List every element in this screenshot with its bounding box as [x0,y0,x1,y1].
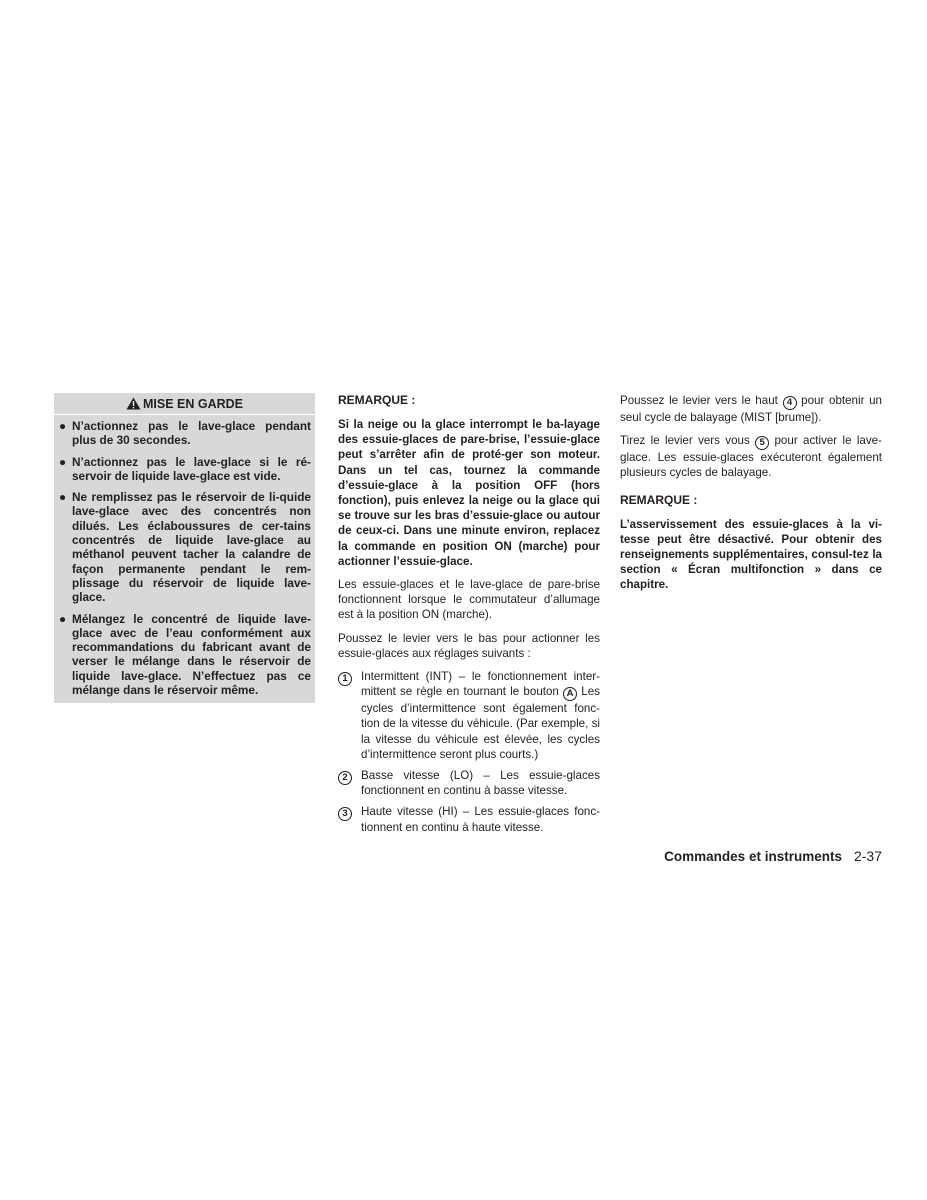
paragraph: Poussez le levier vers le haut 4 pour obtenir un seul cycle de balayage (MIST [brume]). [620,394,882,424]
page-number: 2-37 [853,848,882,864]
number-2-icon: 2 [338,771,352,785]
number-3-icon: 3 [338,807,352,821]
warning-item [58,419,311,448]
list-item [338,768,600,798]
number-1-icon: 1 [338,672,352,686]
bullet-icon: ● [59,454,67,469]
paragraph: Poussez le levier vers le bas pour actionner les essuie-glaces aux réglages suivants : [338,631,600,660]
section-title: Commandes et instruments [664,849,842,864]
warning-title: MISE EN GARDE [142,397,243,411]
right-column [620,393,882,601]
remark-text: L’asservissement des essuie-glaces à la vi-tesse peut être désactivé. Pour obtenir des renseignements supplémentaires, consul-tez la section « Écran multifonction » dans ce chapitre. [620,517,882,592]
remark-text: Si la neige ou la glace interrompt le ba-layage des essuie-glaces de pare-brise, l’essuie-glace peut s’arrêter afin de proté-ger son moteur. Dans un tel cas, tournez la commande d’essuie-glace à la position OFF (hors fonction), puis enlevez la neige ou la glace qui se trouve sur les bras d’essuie-glace ou autour de ceux-ci. Dans une minute environ, replacez la commande en position ON (marche) pour actionner l’essuie-glace. [338,418,600,568]
item-text: Basse vitesse (LO) – Les essuie-glaces fonctionnent en continu à basse vitesse. [361,769,600,798]
warning-item-text: Ne remplissez pas le réservoir de li-quide lave-glace avec des concentrés non dilués. Les éclaboussures de cer-tains concentrés de liquide lave-glace au méthanol peuvent tacher la calandre de façon permanente pendant le rem-plissage du réservoir de liquide lave-glace. [72,490,311,605]
item-text: Intermittent (INT) – le fonctionnement inter-mittent se règle en tournant le bouton [361,670,600,699]
paragraph: Les essuie-glaces et le lave-glace de pare-brise fonctionnent lorsque le commutateur d’allumage est à la position ON (marche). [338,578,600,622]
remark-heading: REMARQUE : [338,393,416,407]
number-4-icon: 4 [783,396,797,410]
bullet-icon: ● [59,611,67,626]
bullet-icon: ● [59,490,67,505]
warning-item [58,490,311,604]
warning-item-text: N’actionnez pas le lave-glace si le ré-servoir de liquide lave-glace est vide. [72,454,311,483]
paragraph: Tirez le levier vers vous 5 pour activer le lave-glace. Les essuie-glaces exécuteront également plusieurs cycles de balayage. [620,434,882,480]
list-item [338,669,600,762]
warning-item-text: N’actionnez pas le lave-glace pendant plus de 30 secondes. [72,419,311,448]
number-5-icon: 5 [755,436,769,450]
list-item [338,804,600,834]
warning-item [58,612,311,698]
warning-box [54,393,315,703]
page-footer [664,848,882,864]
letter-a-icon: A [563,687,577,701]
warning-item-text: Mélangez le concentré de liquide lave-glace avec de l’eau conformément aux recommandations du fabricant avant de verser le mélange dans le réservoir de liquide lave-glace. N’effectuez pas ce mélange dans le réservoir même. [72,611,311,698]
left-column [54,393,315,703]
warning-item [58,455,311,484]
warning-triangle-icon [126,397,141,410]
item-text: Les cycles d’intermittence sont également fonc-tion de la vitesse du véhicule. (Par exemple, si la vitesse du véhicule est élevée, les cycles d’intermittence seront plus courts.) [361,685,600,761]
middle-column [338,393,600,841]
remark-heading: REMARQUE : [620,492,698,507]
bullet-icon: ● [59,419,67,433]
item-text: Haute vitesse (HI) – Les essuie-glaces fonc-tionnent en continu à haute vitesse. [361,805,600,834]
warning-header [54,396,315,415]
